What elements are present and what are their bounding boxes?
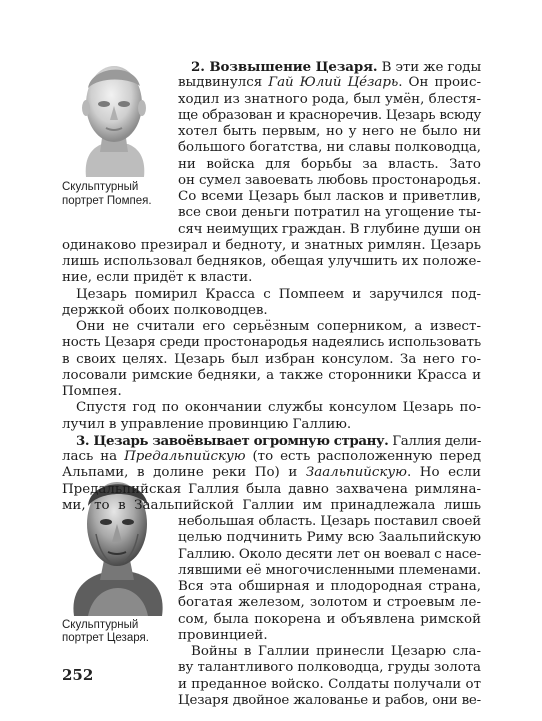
text-line (178, 75, 481, 91)
text-run: все свои деньги потратил на угощение ты- (178, 205, 481, 221)
text-line (178, 693, 481, 709)
text-line (62, 465, 481, 481)
section-heading: 2. Возвышение Цезаря. (191, 59, 378, 75)
text-line (191, 644, 481, 660)
text-run: В эти же годы (377, 60, 481, 75)
text-line (178, 173, 481, 189)
text-run: выдвинулся (178, 75, 269, 91)
text-line (62, 384, 122, 400)
text-run: . Но если (406, 465, 481, 481)
text-line (62, 417, 351, 433)
text-line (191, 59, 481, 76)
italic-term: Гай Юлий Це́зарь (268, 75, 399, 91)
text-line (178, 124, 481, 140)
text-line (62, 303, 268, 319)
text-run: . Он проис- (398, 75, 482, 91)
text-run: он сумел завоевать любовь простонародья. (178, 172, 481, 188)
text-run: лявшими её многочисленными племенами. (178, 562, 481, 578)
text-run: ние, если придёт к власти. (62, 270, 253, 286)
text-run: Вся эта обширная и плодородная страна, (178, 579, 481, 594)
text-run: Галлия дели- (388, 433, 482, 449)
text-line (178, 108, 481, 124)
text-run: сом, была покорена и объявлена римской (178, 611, 481, 627)
text-run: Помпея. (62, 384, 122, 399)
text-run: лучил в управление провинцию Галлию. (62, 416, 352, 432)
text-run: Они не считали его серьёзным соперником, а извест- (76, 319, 481, 334)
text-line (178, 140, 481, 156)
italic-term: Предальпийскую (124, 449, 246, 464)
text-run: большого богатства, ни славы полководца, (178, 140, 481, 156)
text-line (178, 514, 481, 530)
text-line (62, 238, 481, 254)
text-line (178, 595, 481, 611)
text-line (178, 677, 481, 693)
text-run: богатая железом, золотом и строевым ле- (178, 595, 481, 611)
text-line (62, 498, 481, 514)
text-line (178, 92, 481, 108)
text-line (62, 449, 481, 465)
text-run: ще образован и красноречив. Цезарь всюду (178, 107, 481, 123)
text-line (62, 254, 481, 270)
text-line (76, 319, 481, 335)
text-run: ходил из знатного рода, был умён, блестя- (178, 91, 481, 107)
text-run: сяч неимущих граждан. В глубине души он (178, 221, 481, 237)
caesar-caption-line-2: портрет Цезаря. (62, 632, 149, 644)
text-line (178, 612, 481, 628)
text-run: Спустя год по окончании службы консулом Цезарь по- (76, 400, 481, 416)
section-heading: 3. Цезарь завоёвывает огромную страну. (76, 432, 389, 449)
text-run: Со всеми Цезарь был ласков и приветлив, (178, 189, 481, 204)
text-run: Цезарь помирил Красса с Помпеем и заручился под- (76, 286, 481, 302)
text-line (62, 368, 481, 384)
text-run: (то есть расположенную перед (245, 449, 481, 464)
caesar-caption-line-1: Скульптурный (62, 619, 139, 631)
text-run: ность Цезаря среди простонародья надеялись использовать (62, 335, 481, 351)
text-run: Галлию. Около десяти лет он воевал с насе- (178, 546, 481, 562)
page-number: 252 (62, 666, 94, 684)
text-run: Войны в Галлии принесли Цезарю сла- (191, 644, 481, 659)
text-line (76, 433, 481, 450)
text-line (178, 579, 481, 595)
text-run: ни войска для борьбы за власть. Зато (178, 156, 481, 172)
text-run: целью подчинить Риму всю Заальпийскую (178, 530, 481, 546)
text-run: одинаково презирал и бедноту, и знатных римлян. Цезарь (62, 237, 481, 253)
italic-term: Заальпийскую (305, 465, 407, 481)
text-run: держкой обоих полководцев. (62, 302, 268, 318)
text-line (178, 660, 481, 676)
text-run: Альпами, в долине реки По) и (62, 465, 306, 481)
text-line (178, 189, 481, 205)
pompey-bust-image (66, 52, 164, 177)
text-run: Цезаря двойное жалованье и рабов, они ве- (178, 692, 481, 708)
pompey-caption-line-1: Скульптурный (62, 181, 139, 193)
text-line (178, 530, 481, 546)
text-line (178, 222, 481, 238)
text-run: ву талантливого полководца, груды золота (178, 660, 481, 676)
pompey-caption-line-2: портрет Помпея. (62, 195, 152, 207)
text-line (178, 547, 481, 563)
text-line (178, 563, 481, 579)
text-run: и преданное войско. Солдаты получали от (178, 676, 481, 692)
text-run: провинцией. (178, 627, 268, 643)
text-line (178, 205, 481, 221)
text-run: лась на (62, 449, 125, 464)
text-line (62, 270, 252, 286)
text-run: лосовали римские бедняки, а также сторонники Красса и (62, 367, 481, 383)
text-run: в своих целях. Цезарь был избран консулом. За него го- (62, 351, 481, 367)
text-line (76, 400, 481, 416)
text-run: небольшая область. Цезарь поставил своей (178, 514, 481, 529)
text-run: хотел быть первым, но у него не было ни (178, 124, 481, 139)
text-line (62, 335, 481, 351)
text-line (62, 352, 481, 368)
text-line (62, 482, 481, 498)
text-run: ми, то в Заальпийской Галлии им принадлежала лишь (62, 497, 481, 513)
text-line (178, 628, 268, 644)
text-line (178, 157, 481, 173)
text-run: лишь использовал бедняков, обещая улучшить их положе- (62, 254, 481, 269)
text-run: Предальпийская Галлия была давно захвачена римляна- (62, 481, 481, 497)
text-line (76, 287, 481, 303)
